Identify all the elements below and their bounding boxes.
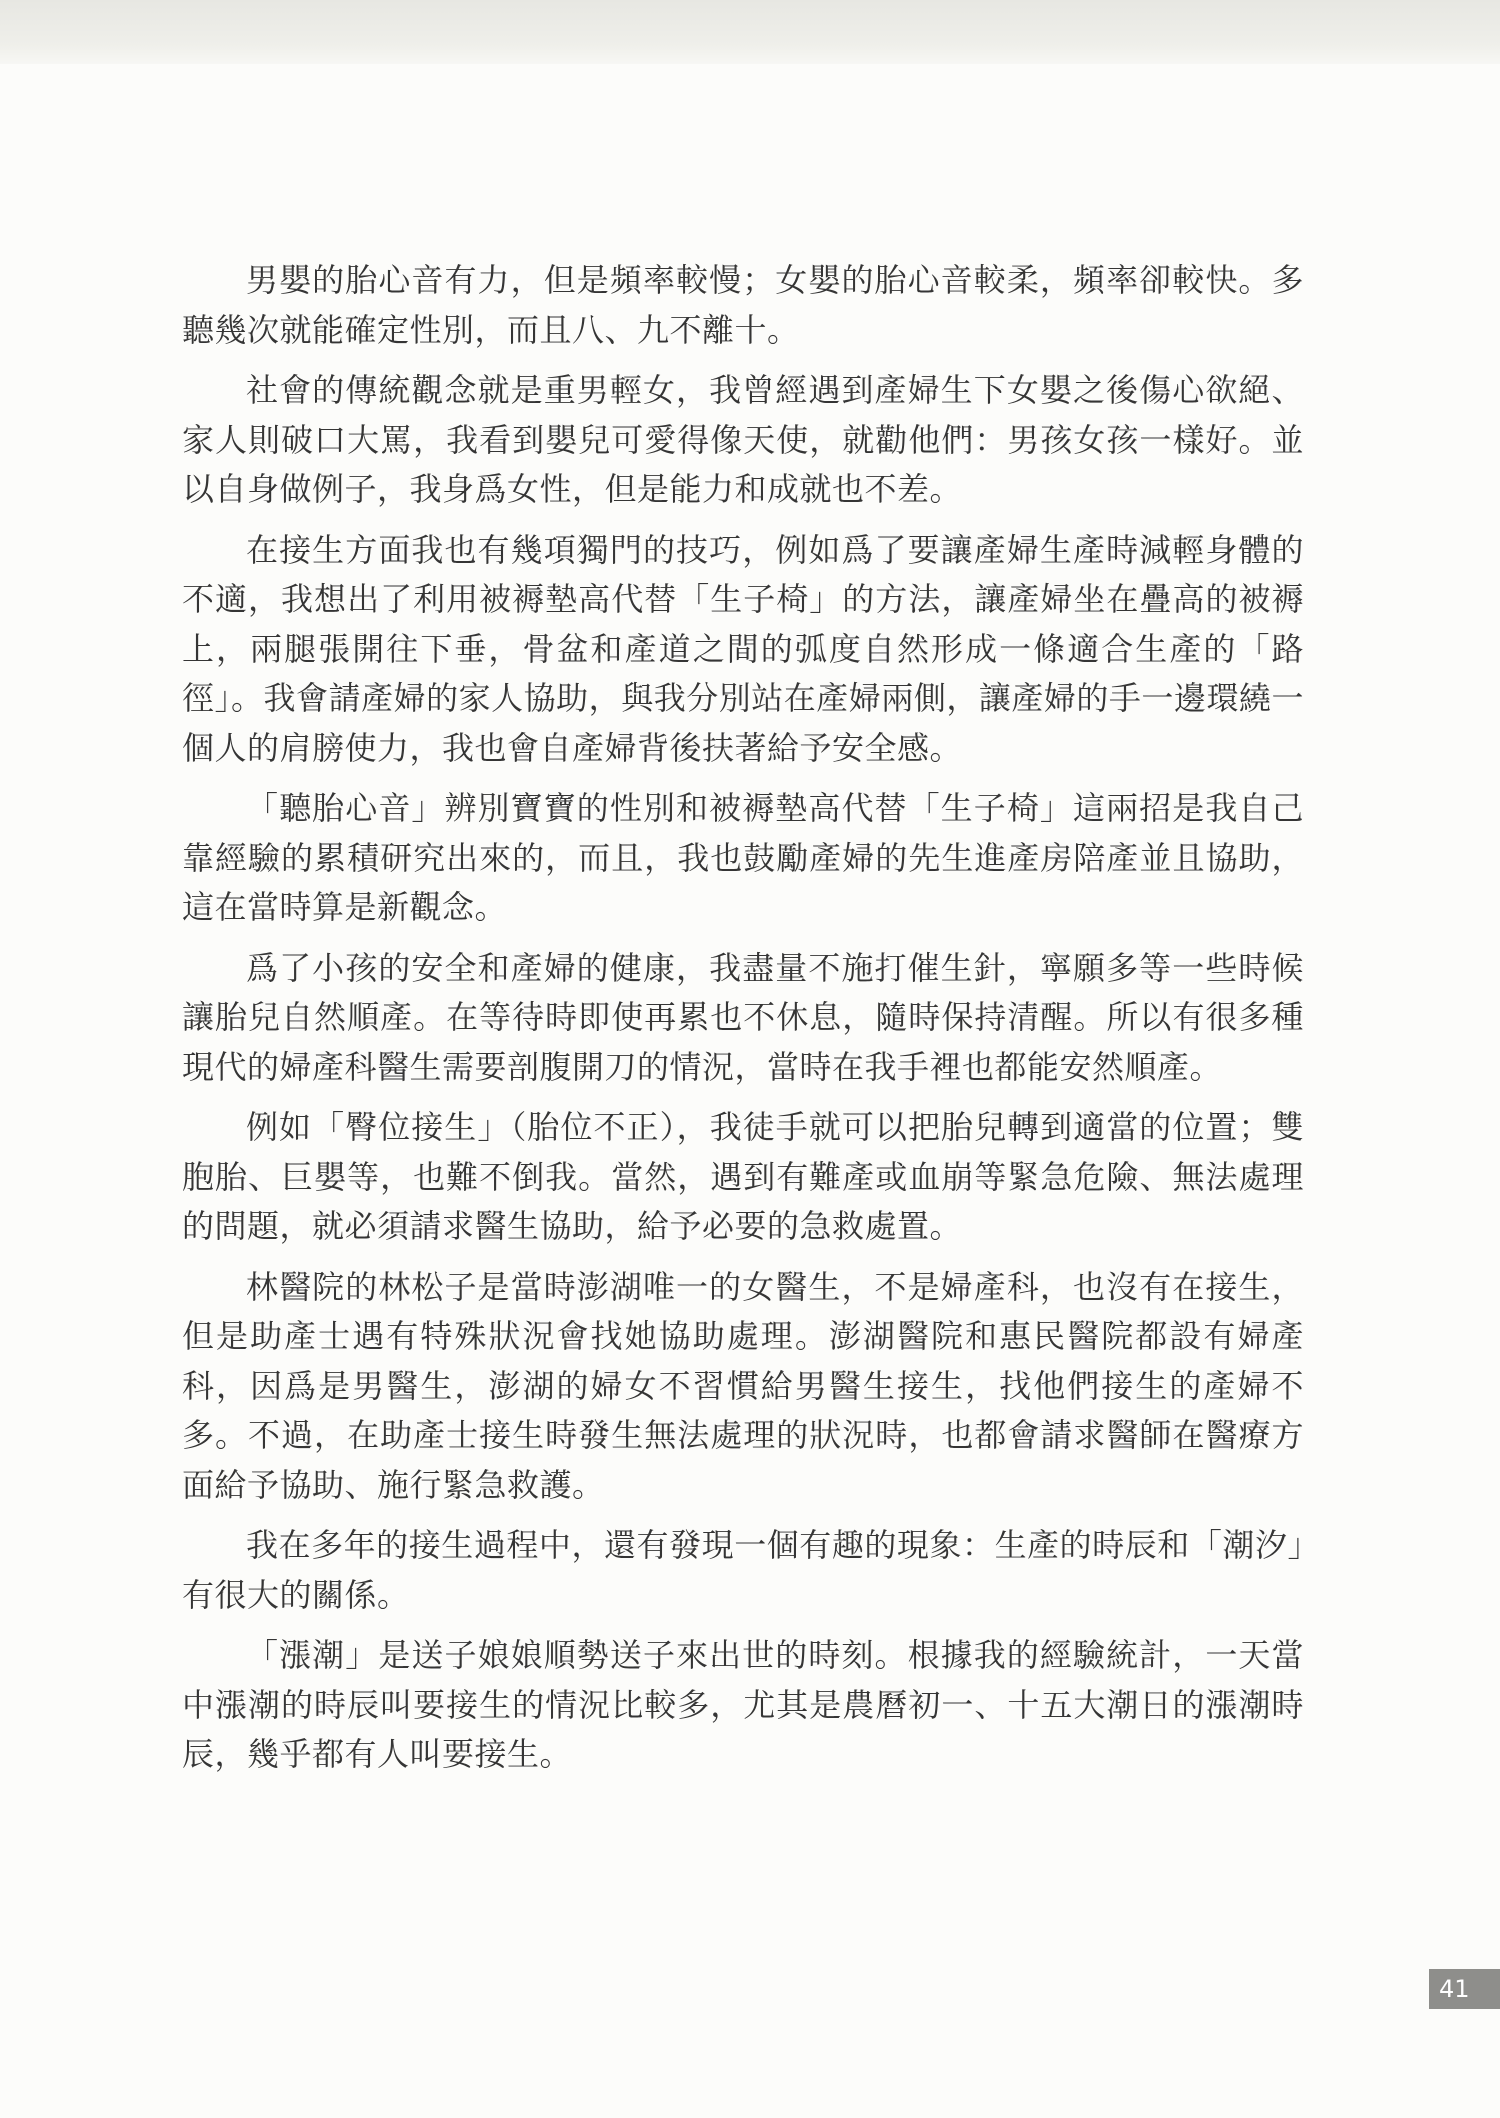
paragraph: 「漲潮」是送子娘娘順勢送子來出世的時刻。根據我的經驗統計，一天當中漲潮的時辰叫要接生的情況比較多，尤其是農曆初一、十五大潮日的漲潮時辰，幾乎都有人叫要接生。	[182, 1636, 1304, 1773]
scan-edge-shadow	[0, 0, 1500, 64]
body-text	[182, 256, 1304, 1791]
paragraph: 社會的傳統觀念就是重男輕女，我曾經遇到產婦生下女嬰之後傷心欲絕、家人則破口大罵，我看到嬰兒可愛得像天使，就勸他們：男孩女孩一樣好。並以自身做例子，我身爲女性，但是能力和成就也不差。	[182, 371, 1304, 508]
paragraph: 爲了小孩的安全和產婦的健康，我盡量不施打催生針，寧願多等一些時候讓胎兒自然順產。在等待時即使再累也不休息，隨時保持清醒。所以有很多種現代的婦產科醫生需要剖腹開刀的情況，當時在我手裡也都能安然順產。	[182, 948, 1304, 1086]
paragraph: 在接生方面我也有幾項獨門的技巧，例如爲了要讓產婦生產時減輕身體的不適，我想出了利用被褥墊高代替「生子椅」的方法，讓產婦坐在疊高的被褥上，兩腿張開往下垂，骨盆和產道之間的弧度自然形成一條適合生產的「路徑」。我會請產婦的家人協助，與我分別站在產婦兩側，讓產婦的手一邊環繞一個人的肩膀使力，我也會自產婦背後扶著給予安全感。	[182, 530, 1304, 767]
paragraph: 男嬰的胎心音有力，但是頻率較慢；女嬰的胎心音較柔，頻率卻較快。多聽幾次就能確定性別，而且八、九不離十。	[182, 261, 1304, 349]
paragraph: 例如「臀位接生」（胎位不正），我徒手就可以把胎兒轉到適當的位置；雙胞胎、巨嬰等，也難不倒我。當然，遇到有難產或血崩等緊急危險、無法處理的問題，就必須請求醫生協助，給予必要的急救處置。	[182, 1108, 1304, 1245]
paragraph: 「聽胎心音」辨別寶寶的性別和被褥墊高代替「生子椅」這兩招是我自己靠經驗的累積研究出來的，而且，我也鼓勵產婦的先生進產房陪產並且協助，這在當時算是新觀念。	[182, 789, 1304, 926]
page-number: 41	[1429, 1969, 1500, 2009]
paragraph: 林醫院的林松子是當時澎湖唯一的女醫生，不是婦產科，也沒有在接生，但是助產士遇有特殊狀況會找她協助處理。澎湖醫院和惠民醫院都設有婦產科，因爲是男醫生，澎湖的婦女不習慣給男醫生接生，找他們接生的產婦不多。不過，在助產士接生時發生無法處理的狀況時，也都會請求醫師在醫療方面給予協助、施行緊急救護。	[182, 1267, 1304, 1504]
paragraph: 我在多年的接生過程中，還有發現一個有趣的現象：生產的時辰和「潮汐」有很大的關係。	[182, 1526, 1304, 1614]
